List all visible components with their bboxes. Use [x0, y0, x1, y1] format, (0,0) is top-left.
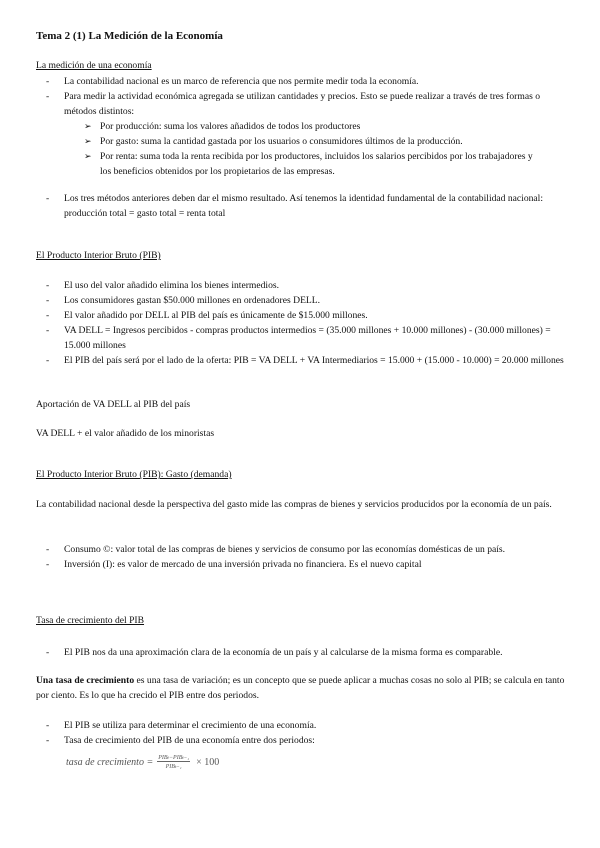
list-item: - Tasa de crecimiento del PIB de una economía entre dos periodos:: [46, 735, 315, 746]
paragraph-va-dell: VA DELL + el valor añadido de los minoristas: [36, 428, 215, 439]
list-item: - El uso del valor añadido elimina los bienes intermedios.: [46, 280, 280, 291]
list-item: - Los tres métodos anteriores deben dar el mismo resultado. Así tenemos la identidad fundamental de la contabilidad nacional: producción total = gasto total = renta total: [46, 193, 544, 219]
page-title: Tema 2 (1) La Medición de la Economía: [36, 30, 223, 42]
term-tasa-de-crecimiento: Una tasa de crecimiento: [36, 675, 135, 686]
sub-list-item: ➢ Por producción: suma los valores añadidos de todos los productores: [84, 121, 361, 132]
formula-denominator: PIBₜ₋₁: [165, 764, 182, 770]
formula-lhs: tasa de crecimiento =: [66, 756, 154, 768]
sub-list-item: ➢ Por renta: suma toda la renta recibida por los productores, incluidos los salarios percibidos por los trabajadores y los beneficios obtenidos por los propietarios de las empresas.: [84, 151, 533, 177]
list-item: - Los consumidores gastan $50.000 millones en ordenadores DELL.: [46, 295, 321, 306]
list-item: - La contabilidad nacional es un marco de referencia que nos permite medir toda la economía.: [46, 76, 419, 87]
list-item: - El valor añadido por DELL al PIB del país es únicamente de $15.000 millones.: [46, 310, 368, 321]
growth-rate-formula: [66, 754, 219, 770]
section-list-identidad: [0, 191, 580, 221]
formula-rhs: × 100: [196, 756, 220, 768]
list-item: - Para medir la actividad económica agregada se utilizan cantidades y precios. Esto se puede realizar a través de tres formas o métodos distintos: ➢ Por producción: suma los valores añadidos de todos los productores ➢ Por gasto: suma la cantidad gastada por los usuarios o consumidores últimos de la producción. ➢ Por renta: suma toda la renta recibida por los productores, incluidos los salarios percibidos por los trabajadores y los beneficios obtenidos por los propietarios de las empresas.: [0, 89, 574, 179]
list-item: - El PIB se utiliza para determinar el crecimiento de una economía.: [46, 720, 317, 731]
formula-numerator: PIBₜ−PIBₜ₋₁: [158, 755, 190, 761]
paragraph-tasa-definicion: Una tasa de crecimiento es una tasa de variación; es un concepto que se puede aplicar a muchas cosas no solo al PIB; se calcula en tanto por ciento. Es lo que ha crecido el PIB entre dos periodos.: [36, 675, 565, 701]
sub-list-item: ➢ Por gasto: suma la cantidad gastada por los usuarios o consumidores últimos de la producción.: [84, 136, 463, 147]
list-item: - El PIB nos da una aproximación clara de la economía de un país y al calcularse de la misma forma es comparable.: [46, 647, 503, 658]
formula-fraction: [157, 754, 190, 770]
section-list-pib: [0, 278, 580, 368]
list-item: - El PIB del país será por el lado de la oferta: PIB = VA DELL + VA Intermediarios = 15.000 + (15.000 - 10.000) = 20.000 millones: [46, 355, 564, 366]
section-list-gasto: [0, 542, 580, 572]
section-list-tasa: [0, 718, 580, 748]
section-list-tasa-intro: [0, 645, 580, 660]
section-heading-medicion: La medición de una economía: [36, 60, 152, 71]
section-heading-pib: El Producto Interior Bruto (PIB): [36, 250, 161, 261]
list-item: - VA DELL = Ingresos percibidos - compras productos intermedios = (35.000 millones + 10.000 millones) - (30.000 millones) = 15.000 millones: [46, 325, 551, 351]
paragraph-gasto: La contabilidad nacional desde la perspectiva del gasto mide las compras de bienes y servicios producidos por la economía de un país.: [36, 499, 552, 510]
list-item: - Inversión (I): es valor de mercado de una inversión privada no financiera. Es el nuevo capital: [46, 559, 422, 570]
sublist-metodos: [64, 119, 574, 179]
section-heading-gasto: El Producto Interior Bruto (PIB): Gasto (demanda): [36, 469, 232, 480]
paragraph-aportacion: Aportación de VA DELL al PIB del país: [36, 399, 191, 410]
section-heading-tasa: Tasa de crecimiento del PIB: [36, 615, 145, 626]
list-item: - Consumo ©: valor total de las compras de bienes y servicios de consumo por las economías domésticas de un país.: [46, 544, 506, 555]
section-list-medicion: [0, 74, 580, 179]
